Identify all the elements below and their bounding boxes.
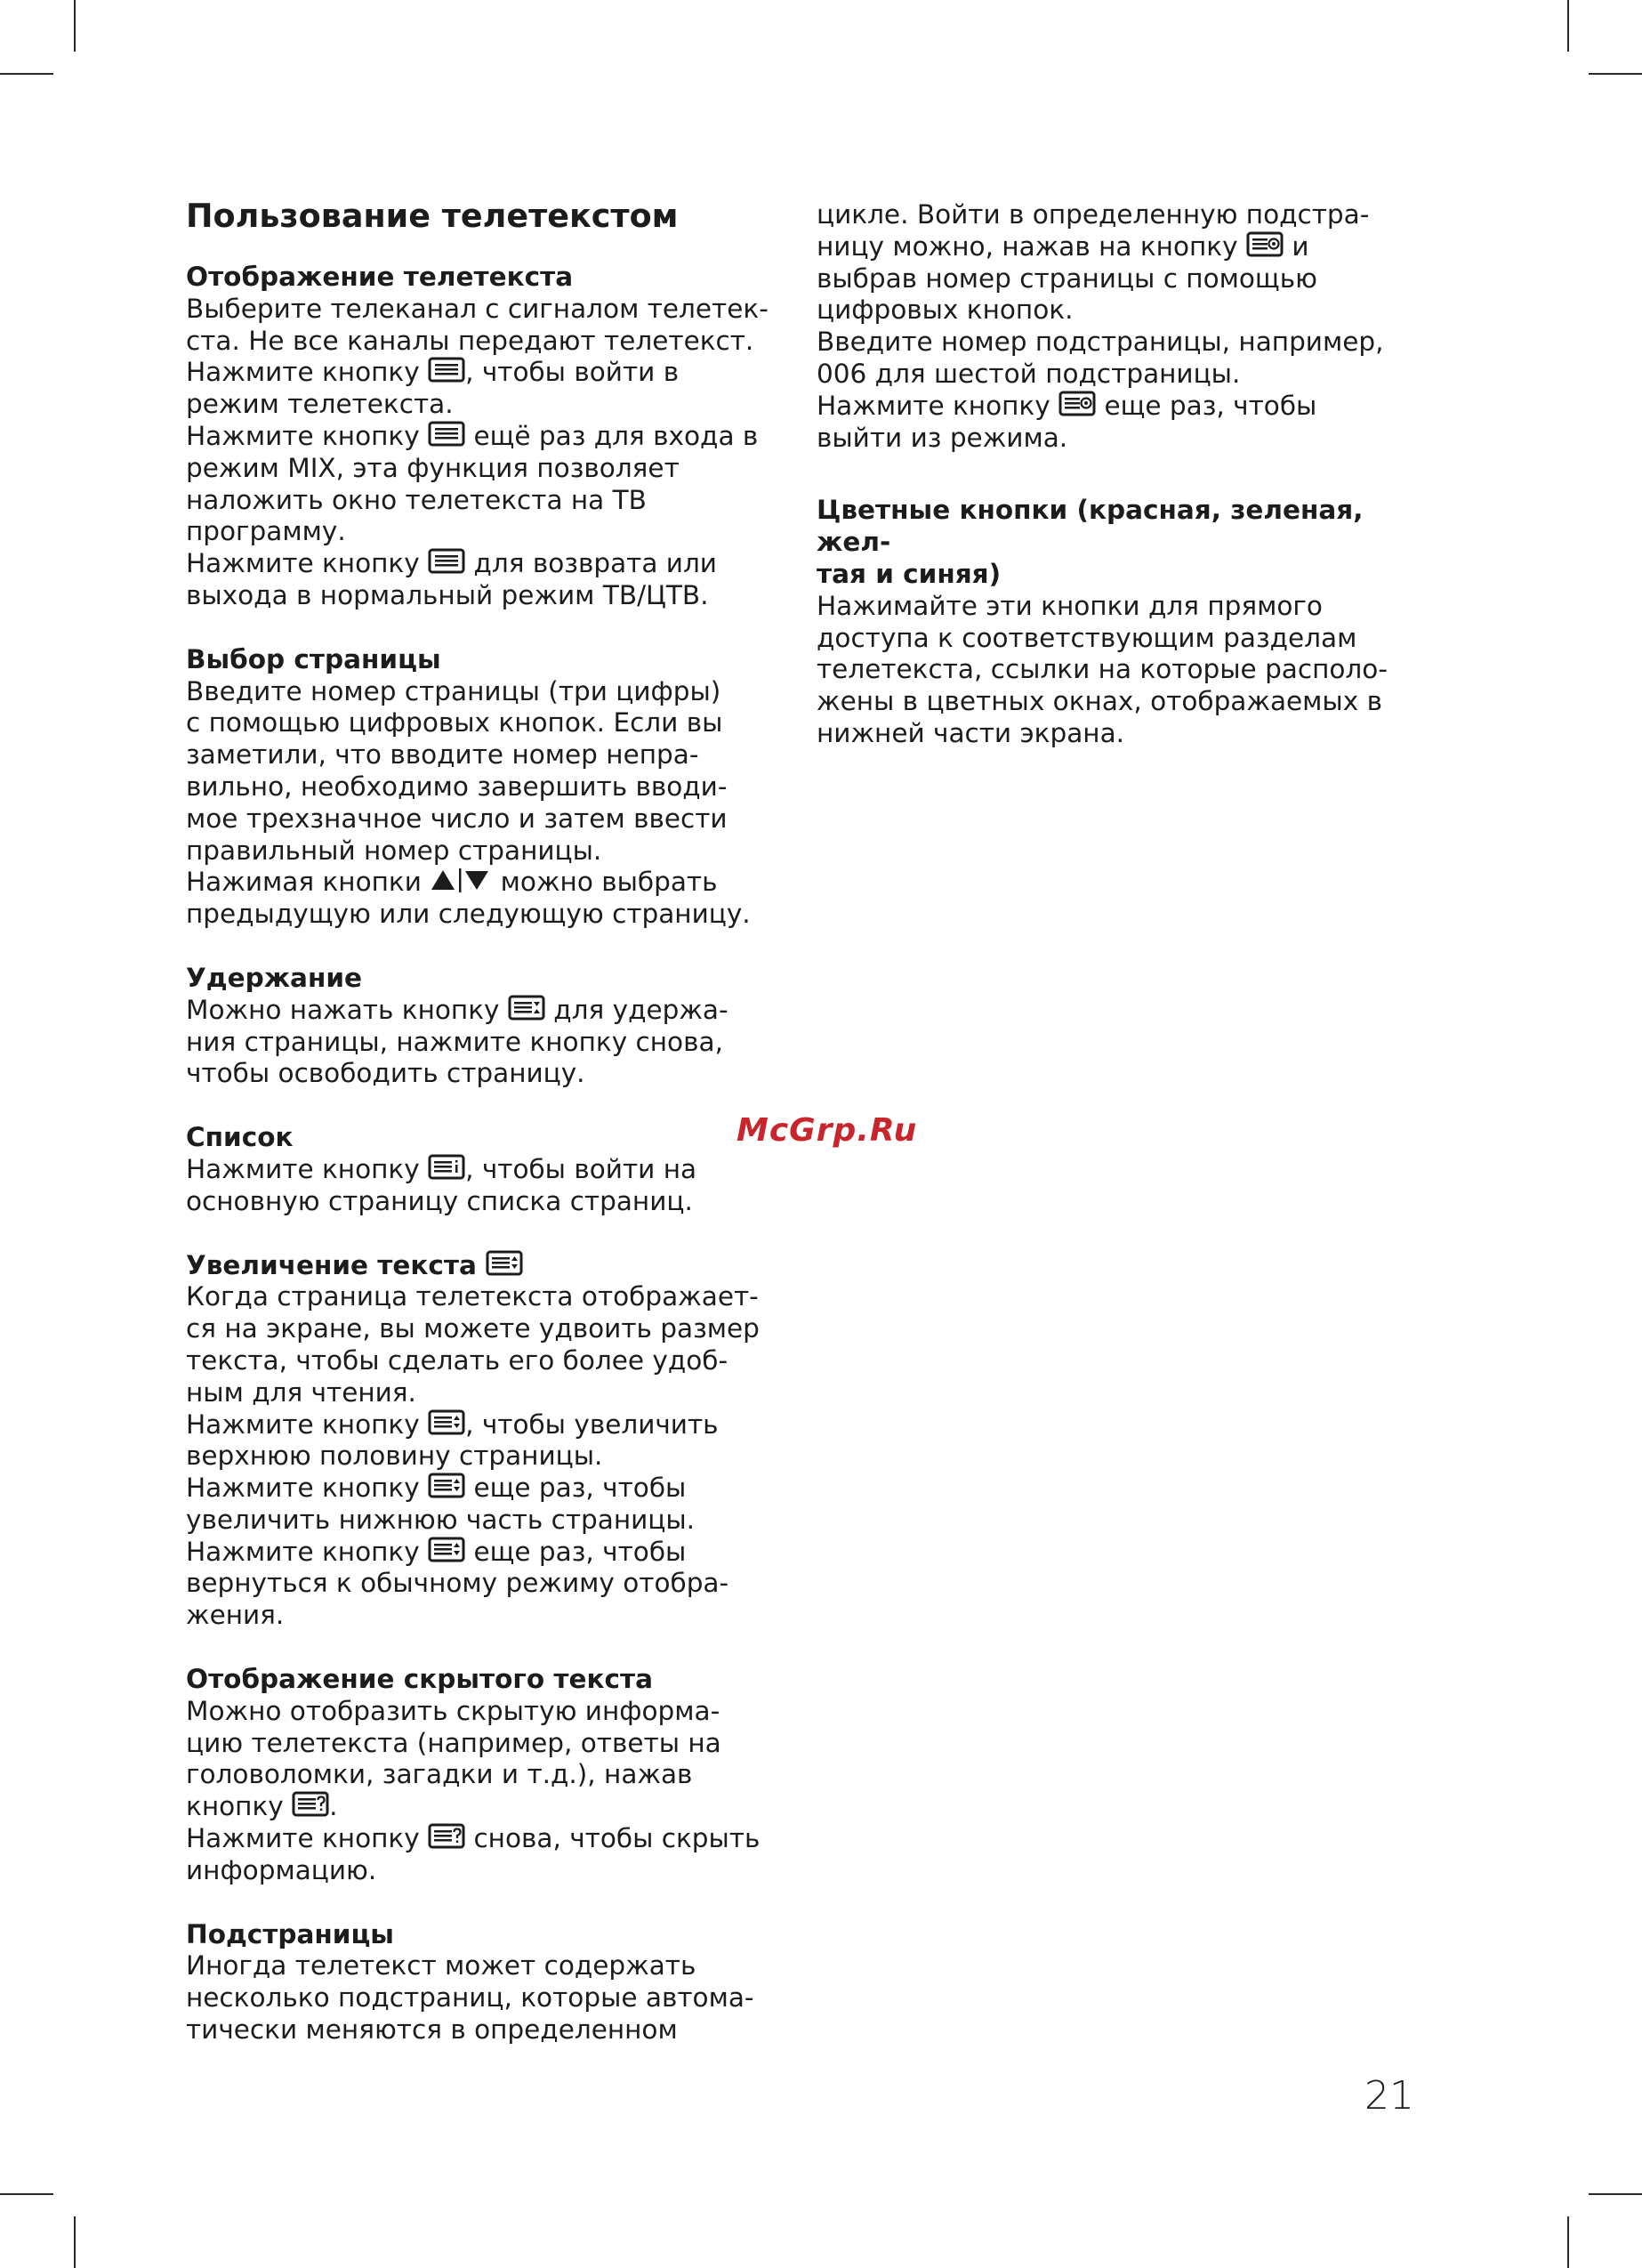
section-list <box>186 1122 791 1217</box>
section-heading: Список <box>186 1122 294 1153</box>
text-line: информацию. <box>186 1854 377 1885</box>
up-down-arrows-icon <box>430 867 492 893</box>
crop-mark <box>1589 2193 1642 2195</box>
section-heading: Увеличение текста <box>186 1250 791 1282</box>
text-line: Нажмите кнопку , чтобы войти в <box>186 357 680 388</box>
text-line: текста, чтобы сделать его более удоб- <box>186 1344 728 1376</box>
text-line: Нажмите кнопку еще раз, чтобы <box>186 1473 687 1504</box>
page-title: Пользование телетекстом <box>186 197 679 235</box>
section-subpages <box>186 1919 791 2046</box>
text-line: Выберите телеканал с сигналом телетек- <box>186 293 769 324</box>
section-heading: Удержание <box>186 962 363 993</box>
text-line: нижней части экрана. <box>817 717 1125 748</box>
text-line: режим MIX, эта функция позволяет <box>186 452 680 483</box>
text-line: верхнюю половину страницы. <box>186 1441 603 1472</box>
size-icon <box>428 1537 465 1563</box>
text-line: Нажмите кнопку ещё раз для входа в <box>186 420 759 451</box>
section-heading: тая и синяя) <box>817 558 1002 589</box>
text-line: ницу можно, нажав на кнопку и <box>817 230 1309 262</box>
section-heading: Отображение телетекста <box>186 262 574 292</box>
text-line: выхода в нормальный режим ТВ/ЦТВ. <box>186 579 709 610</box>
text-line: Нажмите кнопку снова, чтобы скрыть <box>186 1823 761 1854</box>
text-line: Нажмите кнопку еще раз, чтобы <box>186 1536 687 1567</box>
text-line: режим телетекста. <box>186 389 454 420</box>
text-line: ста. Не все каналы передают телетекст. <box>186 325 754 356</box>
crop-mark <box>0 73 53 75</box>
reveal-icon <box>428 1823 465 1850</box>
section-page-select <box>186 644 791 931</box>
crop-mark <box>0 2193 53 2195</box>
left-column <box>186 194 791 2078</box>
text-line: 006 для шестой подстраницы. <box>817 358 1241 389</box>
section-heading: Цветные кнопки (красная, зеленая, жел- <box>817 495 1364 558</box>
hold-icon <box>508 995 545 1021</box>
text-line: цикле. Войти в определенную подстра- <box>817 199 1370 230</box>
section-display <box>186 262 791 612</box>
text-line: Нажмите кнопку , чтобы увеличить <box>186 1408 719 1440</box>
right-column <box>817 199 1421 782</box>
crop-mark <box>1567 2216 1569 2268</box>
size-icon <box>428 1409 465 1436</box>
text-line: выйти из режима. <box>817 422 1068 453</box>
text-line: предыдущую или следующую страницу. <box>186 899 751 930</box>
text-line: Нажмите кнопку еще раз, чтобы <box>817 390 1317 421</box>
section-heading: Отображение скрытого текста <box>186 1664 653 1695</box>
text-line: Нажмите кнопку , чтобы войти на <box>186 1153 697 1184</box>
text-line: Введите номер страницы (три цифры) <box>186 675 721 706</box>
section-zoom <box>186 1250 791 1633</box>
watermark: McGrp.Ru <box>736 1112 918 1149</box>
text-line: несколько подстраниц, которые автома- <box>186 1982 754 2014</box>
teletext-icon <box>428 421 465 448</box>
text-line: Можно отобразить скрытую информа- <box>186 1695 720 1726</box>
subpage-icon <box>1246 231 1284 258</box>
text-line: вернуться к обычному режиму отобра- <box>186 1568 729 1599</box>
section-heading: Выбор страницы <box>186 643 441 674</box>
index-icon <box>428 1154 465 1181</box>
text-line: доступа к соответствующим разделам <box>817 622 1357 653</box>
crop-mark <box>74 2216 76 2268</box>
text-line: заметили, что вводите номер непра- <box>186 739 699 771</box>
text-line: Иногда телетекст может содержать <box>186 1950 696 1981</box>
size-icon <box>428 1473 465 1499</box>
crop-mark <box>1567 0 1569 52</box>
text-line: жены в цветных окнах, отображаемых в <box>817 686 1382 717</box>
text-line: телетекста, ссылки на которые располо- <box>817 654 1388 685</box>
text-line: вильно, необходимо завершить вводи- <box>186 771 728 802</box>
text-line: кнопку . <box>186 1791 338 1822</box>
section-subpages-continued <box>817 199 1421 454</box>
text-line: Нажимая кнопки можно выбрать <box>186 867 718 898</box>
text-line: головоломки, загадки и т.д.), нажав <box>186 1759 693 1790</box>
text-line: программу. <box>186 516 346 547</box>
text-line: с помощью цифровых кнопок. Если вы <box>186 707 723 739</box>
page-number: 21 <box>1364 2073 1414 2119</box>
text-line: правильный номер страницы. <box>186 835 602 866</box>
text-line: цию телетекста (например, ответы на <box>186 1727 721 1758</box>
text-line: Нажмите кнопку для возврата или <box>186 548 717 579</box>
text-line: наложить окно телетекста на ТВ <box>186 484 647 515</box>
text-line: увеличить нижнюю часть страницы. <box>186 1504 696 1535</box>
text-line: Когда страница телетекста отображает- <box>186 1281 759 1312</box>
text-line: жения. <box>186 1600 285 1631</box>
section-heading: Подстраницы <box>186 1918 394 1949</box>
crop-mark <box>1589 73 1642 75</box>
text-line: ся на экране, вы можете удвоить размер <box>186 1313 760 1344</box>
section-reveal <box>186 1664 791 1887</box>
text-line: Введите номер подстраницы, например, <box>817 327 1384 358</box>
text-line: Нажимайте эти кнопки для прямого <box>817 590 1323 621</box>
text-line: выбрав номер страницы с помощью <box>817 262 1317 294</box>
text-line: Можно нажать кнопку для удержа- <box>186 994 728 1025</box>
text-line: ния страницы, нажмите кнопку снова, <box>186 1026 723 1057</box>
reveal-icon <box>292 1791 329 1818</box>
teletext-icon <box>428 548 465 575</box>
text-line: чтобы освободить страницу. <box>186 1058 585 1089</box>
size-icon <box>486 1250 523 1277</box>
section-color-buttons <box>817 495 1421 749</box>
text-line: основную страницу списка страниц. <box>186 1185 693 1216</box>
crop-mark <box>74 0 76 52</box>
text-line: цифровых кнопок. <box>817 295 1074 326</box>
text-line: ным для чтения. <box>186 1376 416 1408</box>
teletext-icon <box>428 357 465 383</box>
text-line: мое трехзначное число и затем ввести <box>186 803 728 834</box>
subpage-icon <box>1058 391 1096 417</box>
text-line: тически меняются в определенном <box>186 2014 678 2046</box>
section-hold <box>186 963 791 1090</box>
